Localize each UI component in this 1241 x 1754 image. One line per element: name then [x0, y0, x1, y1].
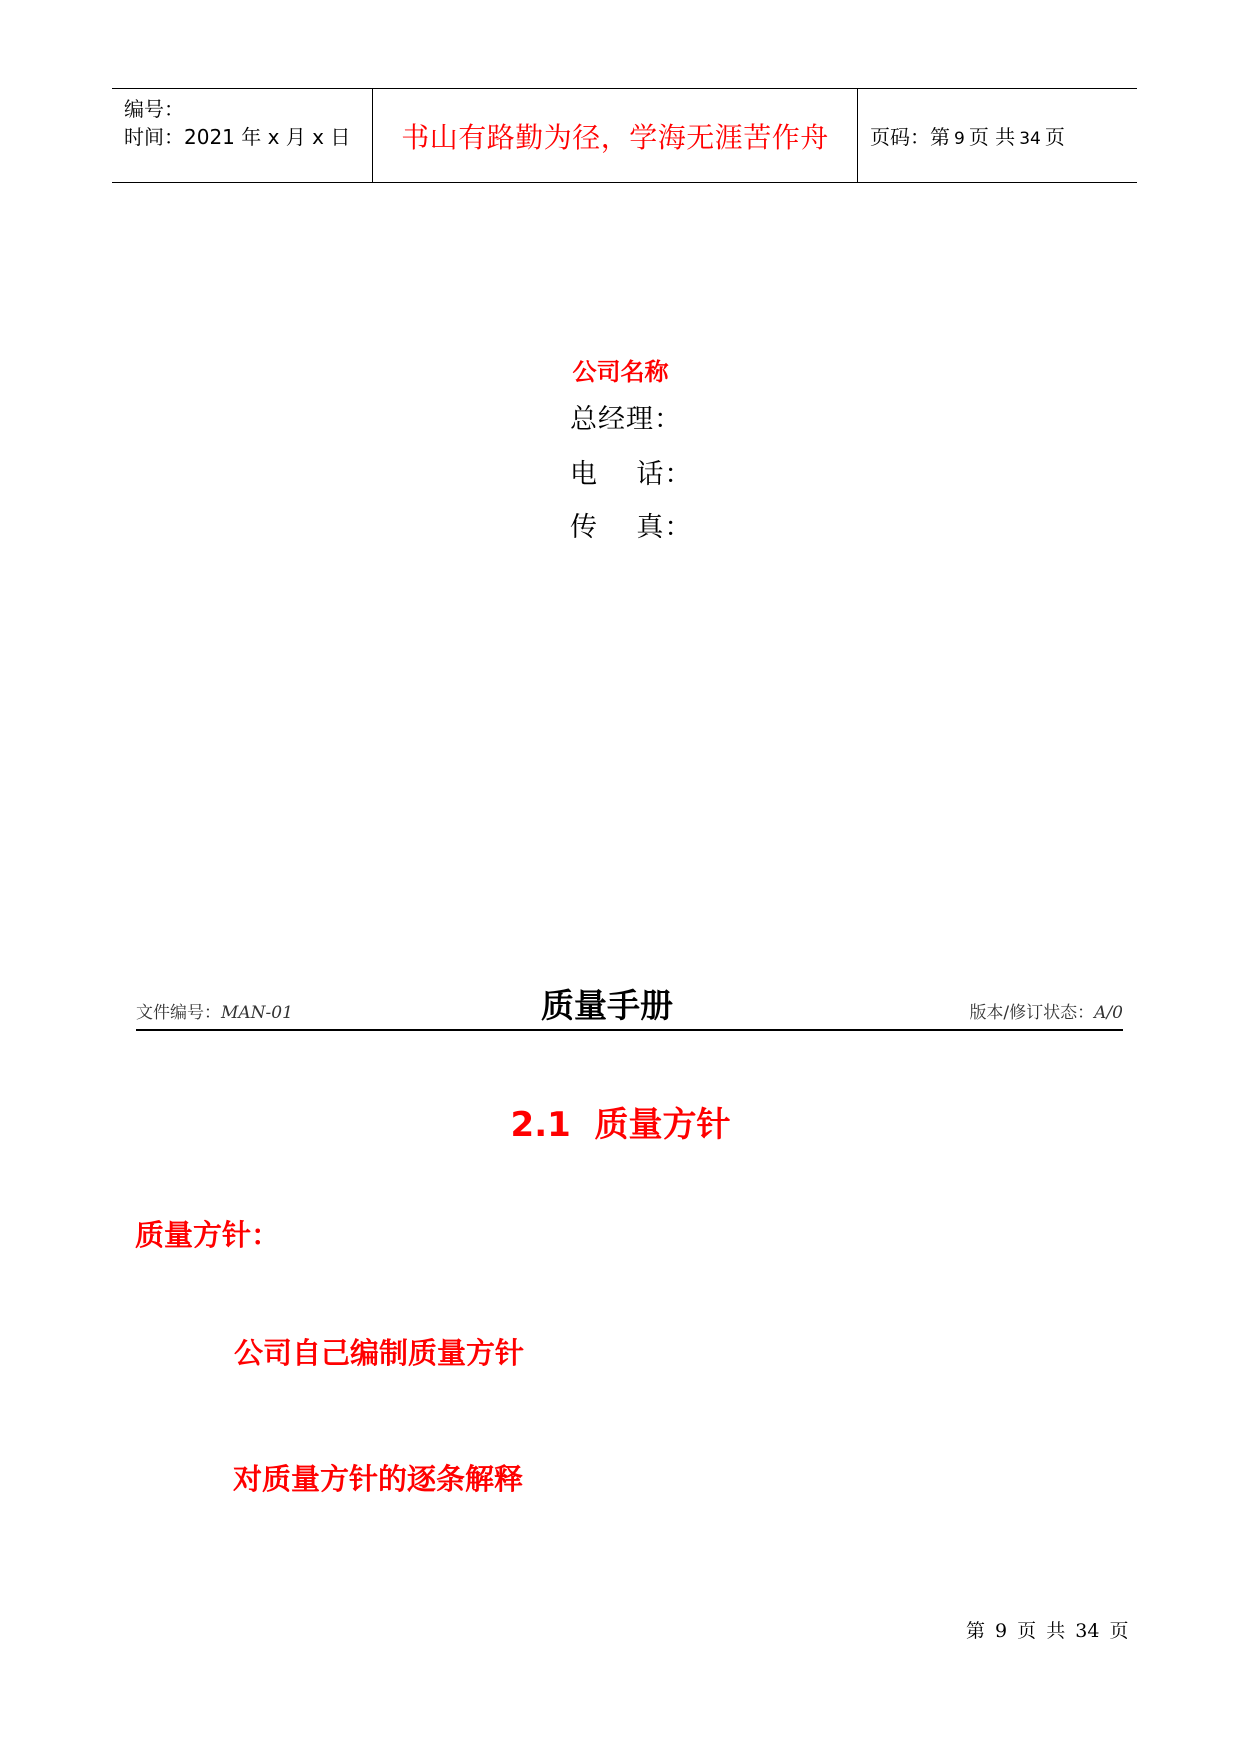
page-info	[870, 121, 1065, 150]
policy-label: 质量方针：	[135, 1218, 281, 1252]
policy-item-1: 公司自己编制质量方针	[234, 1336, 525, 1370]
number-label: 编号：	[124, 97, 184, 121]
page-total: 34	[1019, 129, 1041, 149]
date-line: 时间：2021 年 x 月 x 日	[124, 125, 351, 149]
page-number: 9	[954, 129, 965, 149]
top-header-table	[112, 88, 1137, 183]
header-left-cell	[112, 89, 373, 182]
section-title: 2.1 质量方针	[510, 1105, 731, 1145]
header-right-cell	[858, 89, 1137, 182]
page-mid: 页 共	[968, 125, 1016, 149]
header-mid-cell	[373, 89, 858, 182]
company-name: 公司名称	[572, 358, 669, 386]
file-number-value: MAN-01	[221, 1003, 293, 1023]
motto: 书山有路勤为径，学海无涯苦作舟	[401, 120, 829, 154]
page-prefix: 页码：第	[870, 125, 950, 149]
file-number	[136, 998, 293, 1023]
manual-header	[136, 985, 1123, 1031]
page-suffix: 页	[1044, 125, 1065, 149]
policy-item-2: 对质量方针的逐条解释	[233, 1462, 524, 1496]
version-status	[969, 998, 1123, 1023]
version-value: A/0	[1094, 1003, 1123, 1023]
phone-label: 电 话：	[570, 459, 693, 490]
version-label: 版本/修订状态：	[969, 1003, 1095, 1023]
manager-label: 总经理：	[570, 404, 682, 435]
fax-label: 传 真：	[570, 512, 693, 543]
footer-page-number: 第 9 页 共 34 页	[966, 1620, 1129, 1642]
manual-title: 质量手册	[541, 986, 673, 1025]
file-number-label: 文件编号：	[136, 1003, 221, 1023]
